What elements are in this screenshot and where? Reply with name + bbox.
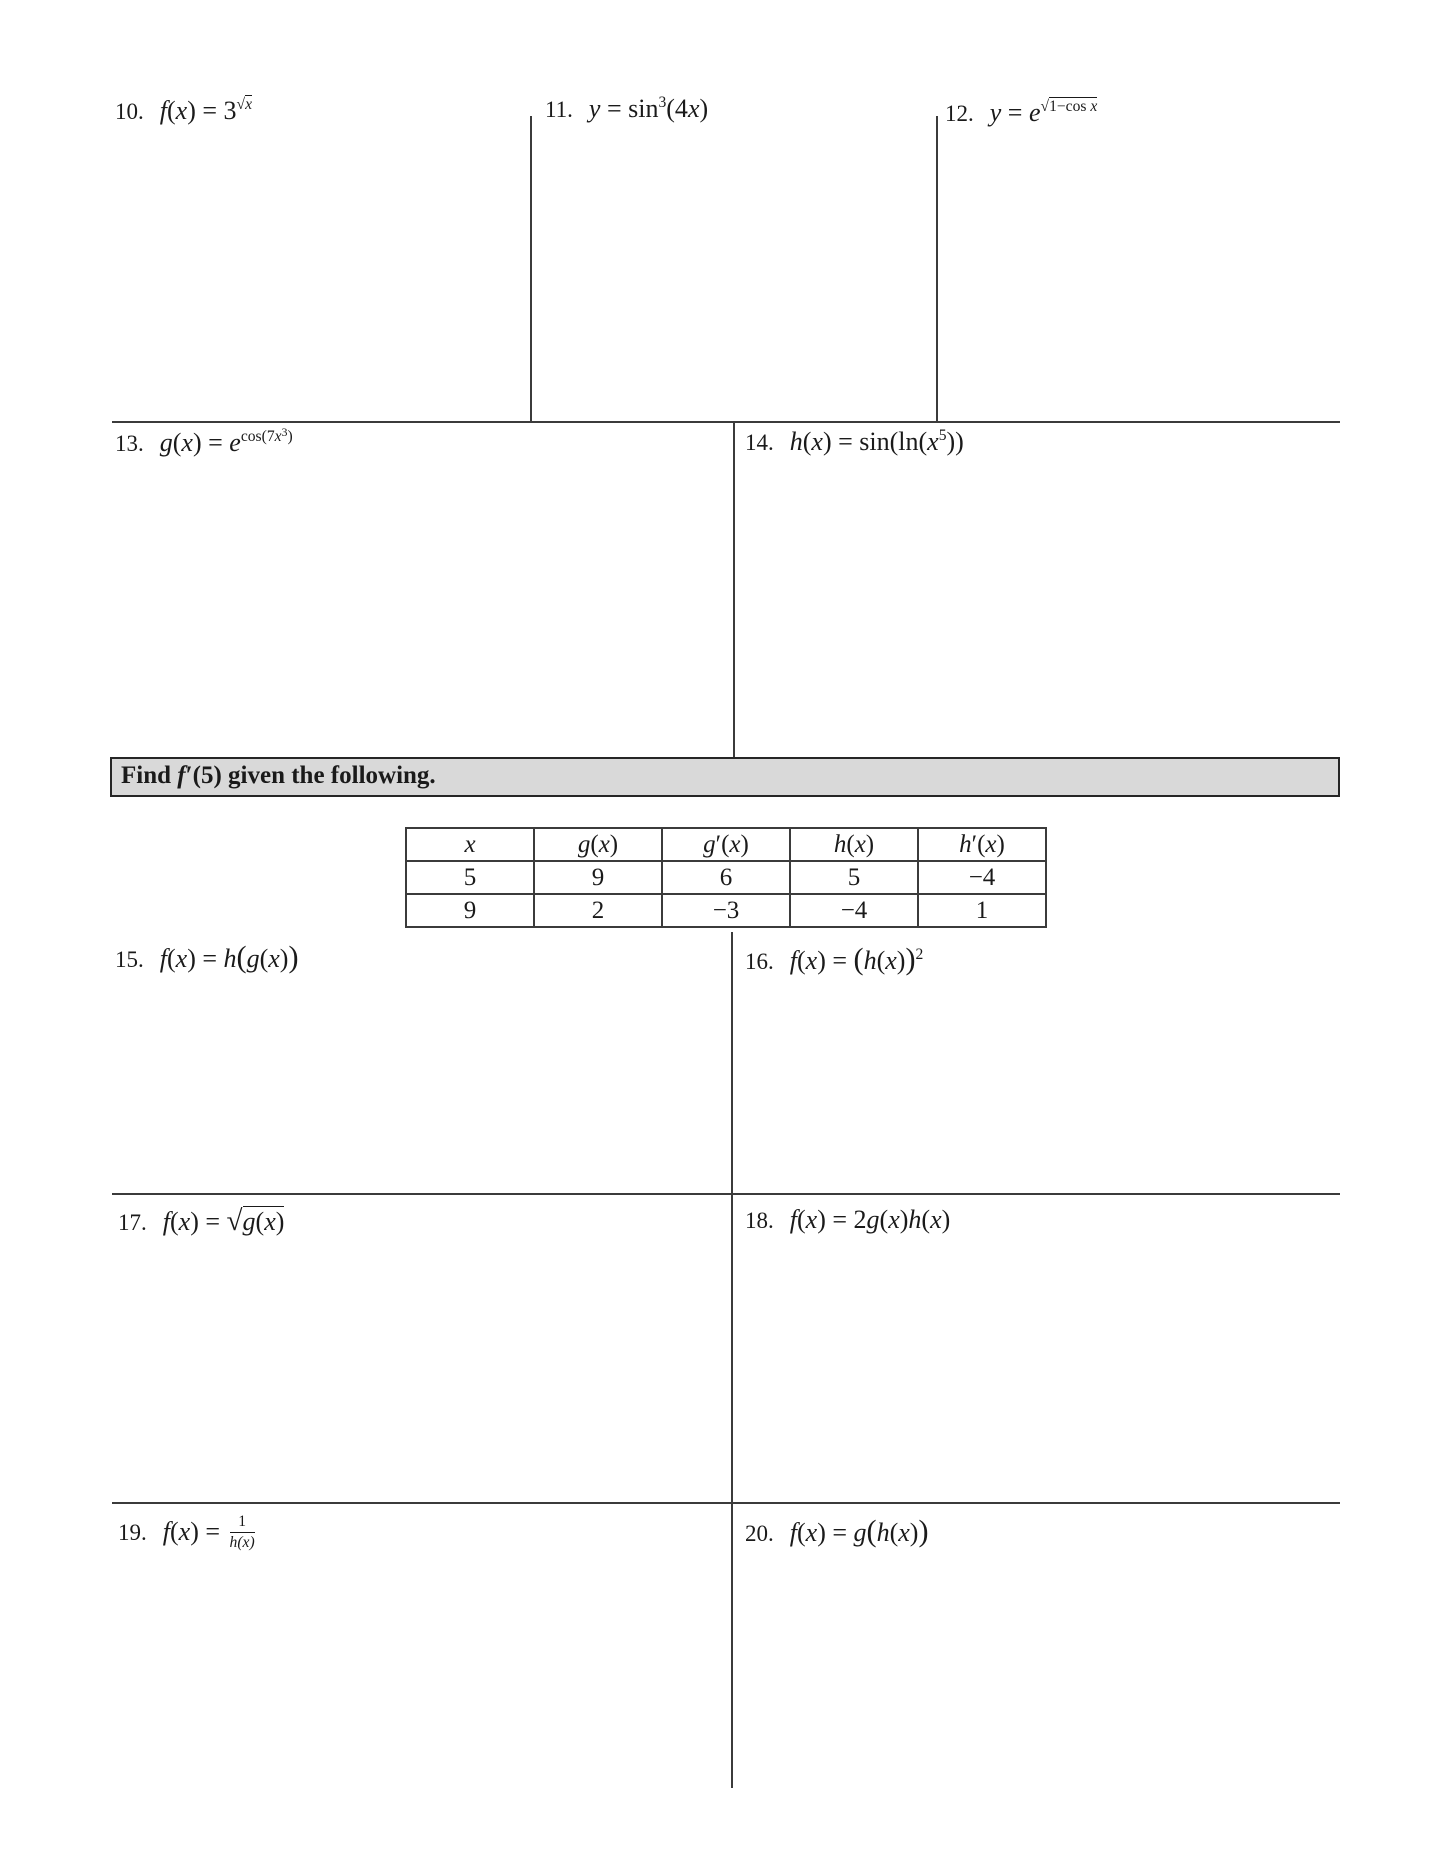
- problem-11: [545, 94, 708, 124]
- divider-row3: [731, 932, 733, 1193]
- problem-19-number: 19.: [118, 1519, 147, 1545]
- values-table: [405, 827, 1047, 928]
- problem-12-number: 12.: [945, 101, 974, 126]
- table-header-x: x: [406, 828, 534, 861]
- problem-11-number: 11.: [545, 97, 573, 122]
- problem-15-formula: f(x) = h(g(x)): [159, 940, 299, 974]
- table-cell: 2: [534, 894, 662, 927]
- problem-13-formula: $g(x) = e^{cos(7x3)}$: [159, 425, 293, 457]
- table-header-hx: h(x): [790, 828, 918, 861]
- problem-19: [118, 1514, 255, 1554]
- problem-12-formula: y = e√1−cos x: [989, 98, 1098, 127]
- problem-17: [118, 1205, 284, 1238]
- problem-15: [115, 940, 299, 975]
- divider-row4: [731, 1193, 733, 1502]
- divider-row1-col1: [530, 116, 532, 421]
- divider-row1-bottom: [112, 421, 1340, 423]
- problem-13: [115, 425, 293, 458]
- table-cell: −4: [790, 894, 918, 927]
- problem-20: [745, 1514, 929, 1549]
- table-cell: −3: [662, 894, 790, 927]
- problem-17-formula: f(x) = √g(x): [162, 1205, 285, 1237]
- divider-row5: [731, 1502, 733, 1788]
- section-header-bar: [110, 757, 1340, 797]
- problem-16-number: 16.: [745, 949, 774, 974]
- table-cell: −4: [918, 861, 1046, 894]
- problem-10-number: 10.: [115, 99, 144, 124]
- problem-20-number: 20.: [745, 1521, 774, 1546]
- problem-18-number: 18.: [745, 1208, 774, 1233]
- problem-14-number: 14.: [745, 430, 774, 455]
- problem-15-number: 15.: [115, 947, 144, 972]
- table-cell: 9: [406, 894, 534, 927]
- table-row: [406, 894, 1046, 927]
- table-cell: 9: [534, 861, 662, 894]
- problem-16-formula: $f(x) = (h(x))^2$: [789, 942, 924, 976]
- table-cell: 1: [918, 894, 1046, 927]
- problem-16: [745, 942, 923, 977]
- divider-row2: [733, 421, 735, 757]
- table-cell: 6: [662, 861, 790, 894]
- problem-19-formula: f(x) = $\frac{1}{h(x)}$: [162, 1513, 255, 1551]
- problem-13-number: 13.: [115, 431, 144, 456]
- problem-18-formula: f(x) = 2g(x)h(x): [789, 1205, 951, 1234]
- table-header-hpx: h′(x): [918, 828, 1046, 861]
- problem-11-formula: $y = \sin^3(4x)$: [588, 94, 709, 123]
- divider-row3-bottom: [112, 1193, 1340, 1195]
- table-header-gpx: g′(x): [662, 828, 790, 861]
- problem-14: [745, 427, 964, 457]
- problem-10-formula: f(x) = 3√x: [159, 96, 253, 125]
- problem-12: [945, 98, 1097, 128]
- table-cell: 5: [406, 861, 534, 894]
- table-cell: 5: [790, 861, 918, 894]
- table-header-row: [406, 828, 1046, 861]
- problem-14-formula: $h(x) = \sin(\ln(x^5))$: [789, 427, 964, 456]
- problem-10: [115, 96, 252, 126]
- table-header-gx: g(x): [534, 828, 662, 861]
- problem-17-number: 17.: [118, 1210, 147, 1235]
- section-header-text: Find f′(5) given the following.: [121, 762, 436, 789]
- problem-18: [745, 1205, 950, 1235]
- divider-row1-col2: [936, 116, 938, 421]
- problem-20-formula: f(x) = g(h(x)): [789, 1514, 929, 1548]
- table-row: [406, 861, 1046, 894]
- divider-row4-bottom: [112, 1502, 1340, 1504]
